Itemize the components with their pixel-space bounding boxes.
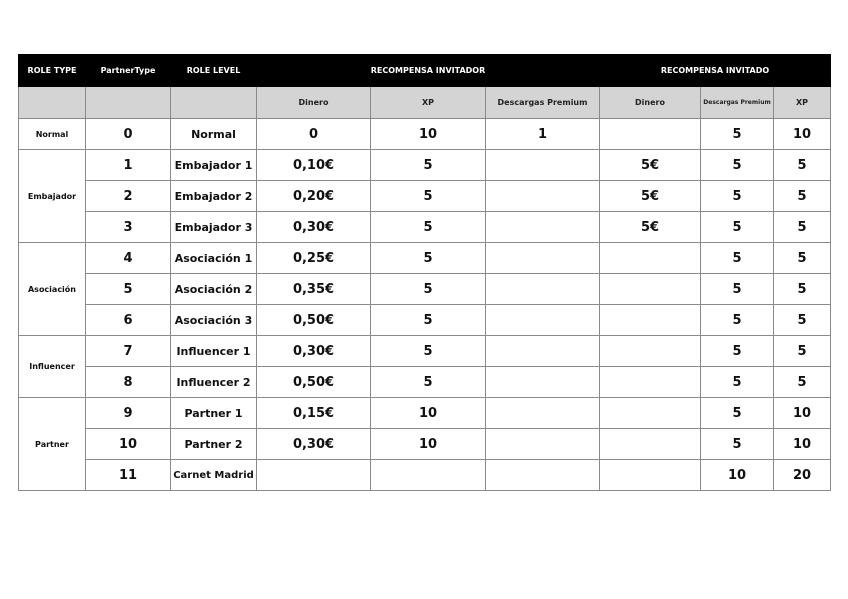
inv-descargas-cell [486,336,600,367]
table-row [19,367,831,398]
partner-type-cell: 0 [86,119,171,150]
table-row [19,429,831,460]
partner-type-cell: 9 [86,398,171,429]
inv-descargas-cell [486,398,600,429]
role-type-normal: Normal [19,119,86,150]
role-type-influencer: Influencer [19,336,86,398]
inv-xp-cell: 5 [371,181,486,212]
subheader-ivd-descargas: Descargas Premium [701,87,774,119]
ivd-xp-cell: 5 [774,243,831,274]
subheader-ivd-xp: XP [774,87,831,119]
role-level-cell: Normal [171,119,257,150]
ivd-descargas-cell: 5 [701,181,774,212]
subheader-inv-xp: XP [371,87,486,119]
inv-dinero-cell [257,460,371,491]
inv-descargas-cell [486,460,600,491]
inv-descargas-cell [486,429,600,460]
inv-descargas-cell [486,305,600,336]
inv-xp-cell: 5 [371,336,486,367]
table-row [19,460,831,491]
ivd-dinero-cell [600,429,701,460]
role-type-embajador: Embajador [19,150,86,243]
inv-dinero-cell: 0,50€ [257,305,371,336]
ivd-descargas-cell: 10 [701,460,774,491]
ivd-dinero-cell [600,243,701,274]
ivd-dinero-cell [600,119,701,150]
ivd-xp-cell: 5 [774,274,831,305]
role-level-cell: Asociación 1 [171,243,257,274]
inv-dinero-cell: 0,20€ [257,181,371,212]
inv-descargas-cell [486,150,600,181]
subheader-empty [19,87,86,119]
inv-dinero-cell: 0,35€ [257,274,371,305]
inv-descargas-cell [486,243,600,274]
role-level-cell: Influencer 1 [171,336,257,367]
header-partner-type: PartnerType [86,55,171,87]
subheader-inv-descargas: Descargas Premium [486,87,600,119]
role-level-cell: Embajador 2 [171,181,257,212]
ivd-xp-cell: 5 [774,212,831,243]
ivd-descargas-cell: 5 [701,243,774,274]
inv-xp-cell: 5 [371,305,486,336]
table-row [19,274,831,305]
partner-type-cell: 7 [86,336,171,367]
rewards-table [18,54,831,491]
role-type-partner: Partner [19,398,86,491]
ivd-dinero-cell [600,274,701,305]
header-recompensa-invitado: RECOMPENSA INVITADO [600,55,831,87]
ivd-xp-cell: 5 [774,367,831,398]
inv-xp-cell: 5 [371,274,486,305]
inv-dinero-cell: 0,30€ [257,212,371,243]
ivd-xp-cell: 5 [774,150,831,181]
inv-dinero-cell: 0 [257,119,371,150]
inv-xp-cell: 10 [371,398,486,429]
partner-type-cell: 5 [86,274,171,305]
inv-xp-cell [371,460,486,491]
inv-dinero-cell: 0,25€ [257,243,371,274]
role-level-cell: Asociación 2 [171,274,257,305]
partner-type-cell: 6 [86,305,171,336]
role-level-cell: Carnet Madrid [171,460,257,491]
partner-type-cell: 8 [86,367,171,398]
header-role-type: ROLE TYPE [19,55,86,87]
ivd-dinero-cell: 5€ [600,150,701,181]
header-row [19,55,831,87]
ivd-dinero-cell [600,305,701,336]
ivd-descargas-cell: 5 [701,336,774,367]
ivd-xp-cell: 5 [774,336,831,367]
ivd-descargas-cell: 5 [701,429,774,460]
inv-descargas-cell [486,367,600,398]
inv-dinero-cell: 0,30€ [257,336,371,367]
ivd-descargas-cell: 5 [701,367,774,398]
role-level-cell: Asociación 3 [171,305,257,336]
inv-dinero-cell: 0,50€ [257,367,371,398]
subheader-inv-dinero: Dinero [257,87,371,119]
ivd-dinero-cell: 5€ [600,212,701,243]
partner-type-cell: 4 [86,243,171,274]
ivd-xp-cell: 5 [774,181,831,212]
table-row [19,305,831,336]
subheader-empty [171,87,257,119]
ivd-descargas-cell: 5 [701,305,774,336]
table-row [19,119,831,150]
inv-xp-cell: 5 [371,243,486,274]
ivd-dinero-cell [600,367,701,398]
role-type-asociacion: Asociación [19,243,86,336]
ivd-dinero-cell: 5€ [600,181,701,212]
inv-descargas-cell: 1 [486,119,600,150]
ivd-descargas-cell: 5 [701,212,774,243]
subheader-ivd-dinero: Dinero [600,87,701,119]
inv-xp-cell: 5 [371,150,486,181]
ivd-dinero-cell [600,398,701,429]
ivd-dinero-cell [600,460,701,491]
inv-descargas-cell [486,212,600,243]
partner-type-cell: 3 [86,212,171,243]
table-row [19,181,831,212]
ivd-descargas-cell: 5 [701,119,774,150]
ivd-xp-cell: 10 [774,119,831,150]
inv-xp-cell: 5 [371,212,486,243]
inv-dinero-cell: 0,30€ [257,429,371,460]
role-level-cell: Influencer 2 [171,367,257,398]
role-level-cell: Embajador 1 [171,150,257,181]
partner-type-cell: 1 [86,150,171,181]
table-row [19,398,831,429]
role-level-cell: Partner 2 [171,429,257,460]
inv-dinero-cell: 0,15€ [257,398,371,429]
subheader-row [19,87,831,119]
ivd-xp-cell: 20 [774,460,831,491]
inv-descargas-cell [486,274,600,305]
ivd-xp-cell: 10 [774,398,831,429]
ivd-xp-cell: 10 [774,429,831,460]
table-row [19,243,831,274]
ivd-descargas-cell: 5 [701,150,774,181]
inv-dinero-cell: 0,10€ [257,150,371,181]
inv-descargas-cell [486,181,600,212]
table-row [19,212,831,243]
table-row [19,150,831,181]
inv-xp-cell: 10 [371,119,486,150]
inv-xp-cell: 10 [371,429,486,460]
partner-type-cell: 11 [86,460,171,491]
ivd-descargas-cell: 5 [701,274,774,305]
ivd-dinero-cell [600,336,701,367]
role-level-cell: Embajador 3 [171,212,257,243]
header-role-level: ROLE LEVEL [171,55,257,87]
subheader-empty [86,87,171,119]
partner-type-cell: 2 [86,181,171,212]
table-row [19,336,831,367]
ivd-xp-cell: 5 [774,305,831,336]
partner-type-cell: 10 [86,429,171,460]
inv-xp-cell: 5 [371,367,486,398]
ivd-descargas-cell: 5 [701,398,774,429]
header-recompensa-invitador: RECOMPENSA INVITADOR [257,55,600,87]
role-level-cell: Partner 1 [171,398,257,429]
